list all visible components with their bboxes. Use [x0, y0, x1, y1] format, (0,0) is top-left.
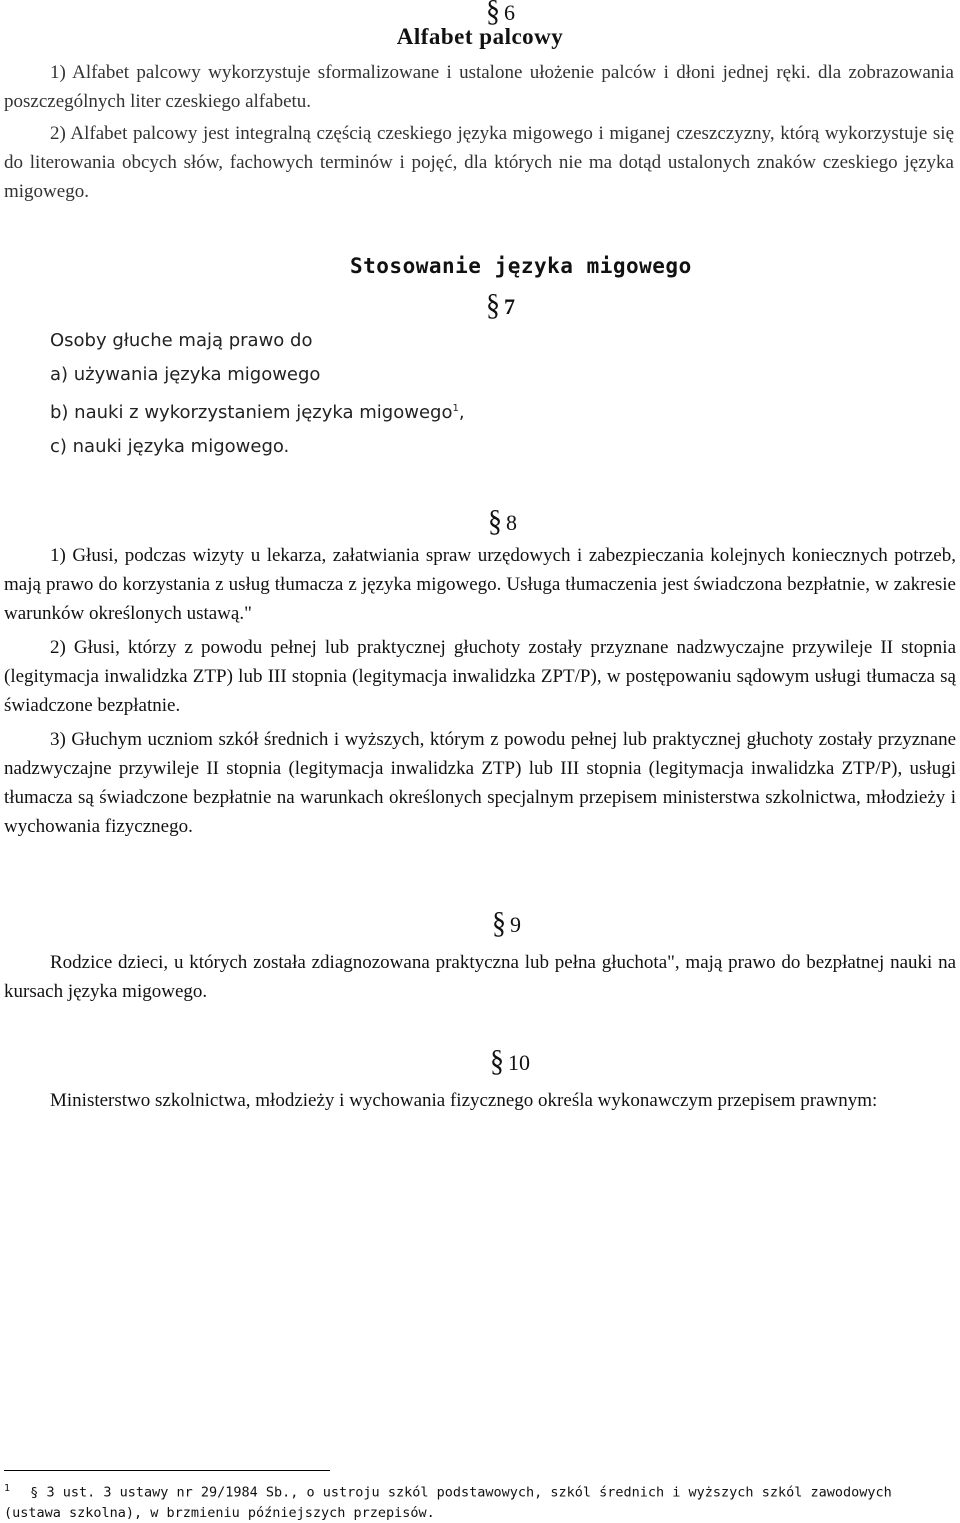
section-6-title: Alfabet palcowy	[396, 24, 564, 49]
section-10-number: § 10	[490, 1044, 530, 1079]
section-7-intro: Osoby głuche mają prawo do	[50, 330, 313, 351]
section-7-heading: Stosowanie języka migowego	[350, 254, 692, 278]
section-10-paragraph-1: Ministerstwo szkolnictwa, młodzieży i wychowania fizycznego określa wykonawczym przepisem prawnym:	[50, 1090, 878, 1111]
footnote-separator	[4, 1470, 330, 1471]
section-6-body	[4, 58, 954, 206]
section-sign-icon: §	[486, 288, 500, 323]
section-8-paragraph-1: 1) Głusi, podczas wizyty u lekarza, załatwiania spraw urzędowych i zabezpieczania kolejnych koniecznych potrzeb, mają prawo do korzystania z usług tłumacza z języka migowego. Usługa tłumaczenia jest świadczona bezpłatnie, w zakresie warunków określonych ustawą."	[4, 545, 956, 624]
section-sign-icon: §	[490, 1044, 504, 1079]
section-8-paragraph-3: 3) Głuchym uczniom szkół średnich i wyższych, którym z powodu pełnej lub praktycznej głuchoty zostały przyznane nadzwyczajne przywileje II stopnia (legitymacja inwalidzka ZTP) lub III stopnia (legitymacja inwalidzka ZTP/P), usługi tłumacza są świadczone bezpłatnie na warunkach określonych specjalnym przepisem ministerstwa szkolnictwa, młodzieży i wychowania fizycznego.	[4, 729, 956, 837]
section-6-paragraph-1: 1) Alfabet palcowy wykorzystuje sformalizowane i ustalone ułożenie palców i dłoni jednej ręki. dla zobrazowania poszczególnych liter czeskiego alfabetu.	[4, 62, 954, 112]
section-10-body	[4, 1086, 956, 1115]
section-7-item-a: a) używania języka migowego	[50, 364, 321, 385]
footnote-reference[interactable]: 1	[452, 403, 459, 414]
section-8-paragraph-2: 2) Głusi, którzy z powodu pełnej lub praktycznej głuchoty zostały przyznane nadzwyczajne przywileje II stopnia (legitymacja inwalidzka ZTP) lub III stopnia (legitymacja inwalidzka ZPT/P), w postępowaniu sądowym usługi tłumacza są świadczone bezpłatnie.	[4, 637, 956, 716]
footnote-text: 3 ust. 3 ustawy nr 29/1984 Sb., o ustroju szkól podstawowych, szkól średnich i wyższych szkól zawodowych (ustawa szkolna), w brzmieniu późniejszych przepisów.	[4, 1484, 892, 1521]
section-9-number: § 9	[492, 906, 521, 941]
section-9-body	[4, 948, 956, 1006]
section-7-item-c: c) nauki języka migowego.	[50, 436, 290, 457]
section-sign-icon: §	[492, 906, 506, 941]
footnote-marker: 1	[4, 1483, 11, 1494]
section-sign-icon: §	[30, 1484, 39, 1501]
section-8-number: § 8	[488, 504, 517, 539]
section-6-paragraph-2: 2) Alfabet palcowy jest integralną częścią czeskiego języka migowego i miganej czeszczyzny, którą wykorzystuje się do literowania obcych słów, fachowych terminów i pojęć, dla których nie ma dotąd ustalonych znaków czeskiego języka migowego.	[4, 123, 954, 202]
footnote	[4, 1479, 954, 1523]
section-sign-icon: §	[486, 0, 500, 29]
section-7-list	[50, 324, 570, 464]
section-sign-icon: §	[488, 504, 502, 539]
section-9-paragraph-1: Rodzice dzieci, u których została zdiagnozowana praktyczna lub pełna głuchota", mają prawo do bezpłatnej nauki na kursach języka migowego.	[4, 952, 956, 1002]
section-6-number: § 6	[486, 0, 515, 29]
section-7-number: § 7	[486, 288, 515, 323]
section-7-item-b: b) nauki z wykorzystaniem języka migowego$^1$,	[50, 402, 465, 423]
section-8-body	[4, 541, 956, 841]
